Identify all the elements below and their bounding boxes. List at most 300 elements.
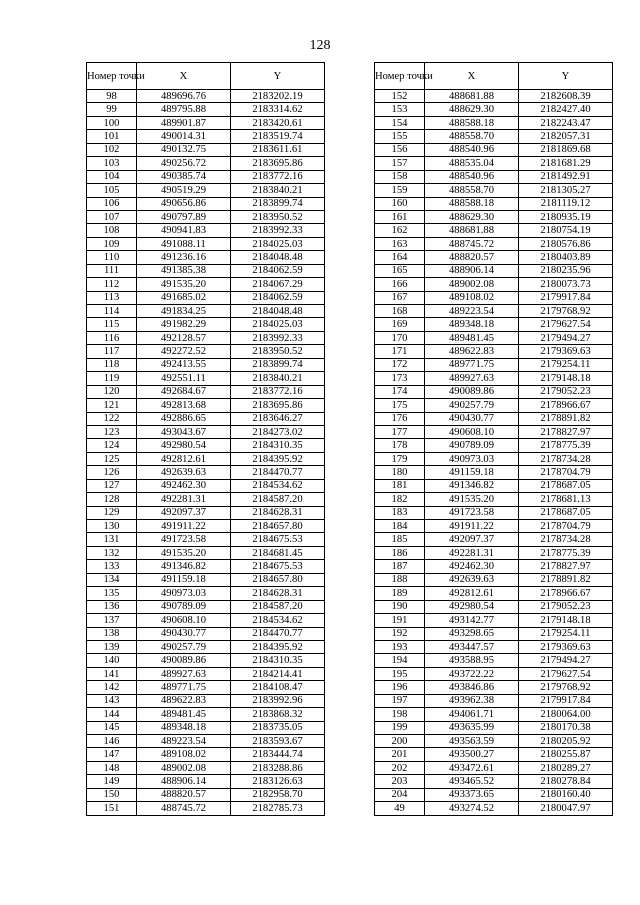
table-row: [87, 560, 325, 573]
point-number-cell: 172: [375, 358, 425, 371]
table-row: [375, 90, 613, 103]
table-row: [375, 103, 613, 116]
y-cell: 2183899.74: [231, 197, 325, 210]
y-cell: 2180403.89: [519, 251, 613, 264]
table-row: [375, 573, 613, 586]
y-cell: 2178891.82: [519, 573, 613, 586]
point-number-cell: 183: [375, 506, 425, 519]
x-cell: 490385.74: [137, 170, 231, 183]
y-cell: 2183288.86: [231, 761, 325, 774]
y-cell: 2183950.52: [231, 210, 325, 223]
y-header: Y: [231, 63, 325, 90]
point-number-cell: 116: [87, 331, 137, 344]
y-cell: 2182427.40: [519, 103, 613, 116]
point-number-cell: 146: [87, 735, 137, 748]
point-number-cell: 168: [375, 305, 425, 318]
x-cell: 490256.72: [137, 157, 231, 170]
point-number-cell: 124: [87, 439, 137, 452]
table-row: [87, 224, 325, 237]
y-cell: 2180255.87: [519, 748, 613, 761]
coordinates-table-left: [86, 62, 325, 816]
y-cell: 2178681.13: [519, 493, 613, 506]
y-cell: 2184214.41: [231, 667, 325, 680]
point-number-cell: 140: [87, 654, 137, 667]
y-cell: 2184395.92: [231, 452, 325, 465]
table-row: [87, 170, 325, 183]
table-row: [375, 345, 613, 358]
y-cell: 2180754.19: [519, 224, 613, 237]
y-cell: 2184395.92: [231, 640, 325, 653]
x-cell: 492462.30: [137, 479, 231, 492]
table-row: [87, 627, 325, 640]
point-number-cell: 159: [375, 184, 425, 197]
point-number-cell: 106: [87, 197, 137, 210]
table-header-row: [375, 63, 613, 90]
table-row: [87, 735, 325, 748]
point-number-cell: 161: [375, 210, 425, 223]
y-cell: 2182057.31: [519, 130, 613, 143]
y-header: Y: [519, 63, 613, 90]
point-number-cell: 100: [87, 116, 137, 129]
y-cell: 2179627.54: [519, 318, 613, 331]
x-cell: 493373.65: [425, 788, 519, 801]
point-number-cell: 98: [87, 90, 137, 103]
point-number-cell: 141: [87, 667, 137, 680]
x-cell: 488681.88: [425, 90, 519, 103]
x-cell: 491911.22: [137, 520, 231, 533]
y-cell: 2179917.84: [519, 291, 613, 304]
y-cell: 2178687.05: [519, 506, 613, 519]
table-row: [375, 170, 613, 183]
x-cell: 489771.75: [137, 681, 231, 694]
y-cell: 2179768.92: [519, 305, 613, 318]
table-row: [375, 143, 613, 156]
point-number-cell: 196: [375, 681, 425, 694]
x-cell: 489795.88: [137, 103, 231, 116]
x-cell: 489348.18: [425, 318, 519, 331]
x-cell: 493447.57: [425, 640, 519, 653]
point-number-cell: 104: [87, 170, 137, 183]
y-cell: 2178687.05: [519, 479, 613, 492]
x-cell: 492684.67: [137, 385, 231, 398]
table-row: [87, 412, 325, 425]
table-row: [87, 573, 325, 586]
table-row: [87, 681, 325, 694]
y-cell: 2184675.53: [231, 533, 325, 546]
table-row: [87, 103, 325, 116]
table-row: [87, 345, 325, 358]
point-number-cell: 200: [375, 735, 425, 748]
table-row: [87, 640, 325, 653]
y-cell: 2179052.23: [519, 385, 613, 398]
table-row: [87, 372, 325, 385]
x-cell: 493274.52: [425, 802, 519, 815]
x-cell: 489002.08: [425, 278, 519, 291]
y-cell: 2179369.63: [519, 345, 613, 358]
table-row: [375, 210, 613, 223]
x-cell: 493635.99: [425, 721, 519, 734]
y-cell: 2183992.96: [231, 694, 325, 707]
x-cell: 491911.22: [425, 520, 519, 533]
table-row: [87, 130, 325, 143]
y-cell: 2180064.00: [519, 708, 613, 721]
y-cell: 2184067.29: [231, 278, 325, 291]
table-row: [87, 546, 325, 559]
point-number-cell: 182: [375, 493, 425, 506]
y-cell: 2183899.74: [231, 358, 325, 371]
x-cell: 490608.10: [425, 425, 519, 438]
x-cell: 491834.25: [137, 305, 231, 318]
table-row: [375, 506, 613, 519]
y-cell: 2184657.80: [231, 573, 325, 586]
table-row: [87, 533, 325, 546]
table-row: [87, 143, 325, 156]
x-cell: 491236.16: [137, 251, 231, 264]
table-row: [375, 237, 613, 250]
point-number-cell: 187: [375, 560, 425, 573]
x-cell: 491535.20: [137, 546, 231, 559]
point-number-cell: 128: [87, 493, 137, 506]
x-cell: 491385.38: [137, 264, 231, 277]
point-number-cell: 174: [375, 385, 425, 398]
table-row: [375, 560, 613, 573]
y-cell: 2184108.47: [231, 681, 325, 694]
x-cell: 493142.77: [425, 614, 519, 627]
x-cell: 488681.88: [425, 224, 519, 237]
y-cell: 2184025.03: [231, 237, 325, 250]
y-cell: 2178734.28: [519, 452, 613, 465]
point-number-cell: 114: [87, 305, 137, 318]
x-cell: 493588.95: [425, 654, 519, 667]
y-cell: 2180235.96: [519, 264, 613, 277]
x-cell: 488558.70: [425, 130, 519, 143]
table-row: [375, 533, 613, 546]
y-cell: 2178966.67: [519, 399, 613, 412]
table-row: [375, 278, 613, 291]
table-row: [375, 627, 613, 640]
table-row: [375, 224, 613, 237]
point-number-cell: 192: [375, 627, 425, 640]
x-cell: 490656.86: [137, 197, 231, 210]
table-row: [375, 802, 613, 815]
point-number-cell: 152: [375, 90, 425, 103]
table-row: [375, 721, 613, 734]
table-row: [375, 305, 613, 318]
point-number-cell: 112: [87, 278, 137, 291]
point-number-cell: 107: [87, 210, 137, 223]
y-cell: 2183840.21: [231, 184, 325, 197]
x-cell: 488820.57: [137, 788, 231, 801]
point-number-cell: 153: [375, 103, 425, 116]
y-cell: 2183950.52: [231, 345, 325, 358]
table-row: [375, 761, 613, 774]
x-cell: 489622.83: [425, 345, 519, 358]
point-number-cell: 149: [87, 775, 137, 788]
x-cell: 493563.59: [425, 735, 519, 748]
y-cell: 2183992.33: [231, 224, 325, 237]
x-cell: 493465.52: [425, 775, 519, 788]
y-cell: 2178891.82: [519, 412, 613, 425]
point-number-cell: 167: [375, 291, 425, 304]
point-number-cell: 195: [375, 667, 425, 680]
point-number-cell: 190: [375, 600, 425, 613]
point-number-cell: 176: [375, 412, 425, 425]
point-number-cell: 188: [375, 573, 425, 586]
x-cell: 489901.87: [137, 116, 231, 129]
point-number-cell: 162: [375, 224, 425, 237]
table-row: [375, 385, 613, 398]
y-cell: 2183646.27: [231, 412, 325, 425]
x-cell: 493043.67: [137, 425, 231, 438]
table-row: [87, 788, 325, 801]
table-row: [375, 667, 613, 680]
x-cell: 491159.18: [137, 573, 231, 586]
table-row: [375, 520, 613, 533]
table-row: [87, 667, 325, 680]
y-cell: 2183314.62: [231, 103, 325, 116]
table-row: [375, 708, 613, 721]
table-row: [375, 466, 613, 479]
y-cell: 2183992.33: [231, 331, 325, 344]
point-number-cell: 142: [87, 681, 137, 694]
x-cell: 491723.58: [425, 506, 519, 519]
coordinates-body-right: [375, 90, 613, 816]
x-cell: 490973.03: [425, 452, 519, 465]
table-row: [87, 479, 325, 492]
x-cell: 493962.38: [425, 694, 519, 707]
x-cell: 491723.58: [137, 533, 231, 546]
table-row: [87, 721, 325, 734]
y-cell: 2183420.61: [231, 116, 325, 129]
x-cell: 493472.61: [425, 761, 519, 774]
table-row: [87, 452, 325, 465]
table-row: [375, 291, 613, 304]
y-cell: 2179052.23: [519, 600, 613, 613]
y-cell: 2179254.11: [519, 358, 613, 371]
table-row: [375, 788, 613, 801]
table-row: [375, 116, 613, 129]
table-row: [375, 399, 613, 412]
y-cell: 2179148.18: [519, 372, 613, 385]
y-cell: 2184470.77: [231, 466, 325, 479]
point-number-cell: 181: [375, 479, 425, 492]
y-cell: 2183840.21: [231, 372, 325, 385]
point-number-cell: 119: [87, 372, 137, 385]
x-cell: 490089.86: [137, 654, 231, 667]
table-row: [375, 372, 613, 385]
x-cell: 493500.27: [425, 748, 519, 761]
point-number-cell: 144: [87, 708, 137, 721]
point-number-cell: 118: [87, 358, 137, 371]
x-cell: 488540.96: [425, 143, 519, 156]
x-cell: 491088.11: [137, 237, 231, 250]
table-row: [375, 654, 613, 667]
x-cell: 489481.45: [425, 331, 519, 344]
table-row: [87, 305, 325, 318]
x-cell: 490519.29: [137, 184, 231, 197]
y-cell: 2179148.18: [519, 614, 613, 627]
y-cell: 2183695.86: [231, 157, 325, 170]
point-number-cell: 139: [87, 640, 137, 653]
y-cell: 2183611.61: [231, 143, 325, 156]
x-cell: 488588.18: [425, 197, 519, 210]
x-cell: 493722.22: [425, 667, 519, 680]
x-cell: 490014.31: [137, 130, 231, 143]
table-row: [375, 640, 613, 653]
table-row: [87, 184, 325, 197]
y-cell: 2182243.47: [519, 116, 613, 129]
table-row: [87, 654, 325, 667]
x-cell: 490132.75: [137, 143, 231, 156]
point-number-cell: 185: [375, 533, 425, 546]
table-row: [375, 425, 613, 438]
x-cell: 492812.61: [425, 587, 519, 600]
table-header-row: [87, 63, 325, 90]
x-cell: 490089.86: [425, 385, 519, 398]
x-cell: 488540.96: [425, 170, 519, 183]
table-row: [87, 761, 325, 774]
table-row: [87, 439, 325, 452]
x-cell: 488629.30: [425, 103, 519, 116]
table-row: [87, 237, 325, 250]
y-cell: 2182958.70: [231, 788, 325, 801]
x-cell: 492639.63: [425, 573, 519, 586]
point-number-cell: 186: [375, 546, 425, 559]
point-number-cell: 101: [87, 130, 137, 143]
point-number-cell: 158: [375, 170, 425, 183]
x-cell: 489223.54: [425, 305, 519, 318]
y-cell: 2184675.53: [231, 560, 325, 573]
page-number: 128: [309, 38, 331, 53]
x-cell: 491159.18: [425, 466, 519, 479]
x-cell: 488629.30: [425, 210, 519, 223]
point-number-cell: 203: [375, 775, 425, 788]
x-cell: 492639.63: [137, 466, 231, 479]
point-number-cell: 126: [87, 466, 137, 479]
y-cell: 2180073.73: [519, 278, 613, 291]
table-row: [375, 681, 613, 694]
point-number-cell: 135: [87, 587, 137, 600]
table-row: [375, 318, 613, 331]
table-row: [87, 506, 325, 519]
x-cell: 489481.45: [137, 708, 231, 721]
x-cell: 492272.52: [137, 345, 231, 358]
y-cell: 2178734.28: [519, 533, 613, 546]
point-number-cell: 150: [87, 788, 137, 801]
y-cell: 2179917.84: [519, 694, 613, 707]
table-row: [375, 493, 613, 506]
y-cell: 2178775.39: [519, 546, 613, 559]
table-row: [87, 116, 325, 129]
point-number-cell: 201: [375, 748, 425, 761]
x-cell: 488745.72: [425, 237, 519, 250]
table-row: [87, 493, 325, 506]
y-cell: 2180205.92: [519, 735, 613, 748]
point-number-cell: 108: [87, 224, 137, 237]
point-number-cell: 151: [87, 802, 137, 815]
y-cell: 2183868.32: [231, 708, 325, 721]
point-number-cell: 163: [375, 237, 425, 250]
y-cell: 2179369.63: [519, 640, 613, 653]
table-row: [375, 587, 613, 600]
y-cell: 2183202.19: [231, 90, 325, 103]
table-row: [375, 748, 613, 761]
y-cell: 2181305.27: [519, 184, 613, 197]
point-number-cell: 178: [375, 439, 425, 452]
y-cell: 2183772.16: [231, 385, 325, 398]
table-row: [87, 587, 325, 600]
point-number-cell: 125: [87, 452, 137, 465]
x-cell: 488906.14: [425, 264, 519, 277]
y-cell: 2184048.48: [231, 305, 325, 318]
table-row: [375, 130, 613, 143]
y-cell: 2178966.67: [519, 587, 613, 600]
x-cell: 492281.31: [425, 546, 519, 559]
point-number-cell: 145: [87, 721, 137, 734]
point-number-cell: 156: [375, 143, 425, 156]
point-number-cell: 147: [87, 748, 137, 761]
y-cell: 2184681.45: [231, 546, 325, 559]
y-cell: 2181119.12: [519, 197, 613, 210]
point-number-cell: 148: [87, 761, 137, 774]
y-cell: 2181869.68: [519, 143, 613, 156]
table-row: [87, 251, 325, 264]
y-cell: 2184310.35: [231, 439, 325, 452]
table-row: [375, 197, 613, 210]
table-row: [87, 802, 325, 815]
table-row: [375, 614, 613, 627]
x-cell: 490789.09: [137, 600, 231, 613]
table-row: [87, 278, 325, 291]
y-cell: 2183126.63: [231, 775, 325, 788]
y-cell: 2184587.20: [231, 600, 325, 613]
point-number-cell: 113: [87, 291, 137, 304]
table-row: [87, 694, 325, 707]
table-row: [87, 264, 325, 277]
table-row: [375, 264, 613, 277]
x-header: X: [137, 63, 231, 90]
point-number-cell: 173: [375, 372, 425, 385]
table-row: [87, 157, 325, 170]
table-row: [87, 90, 325, 103]
point-number-cell: 138: [87, 627, 137, 640]
y-cell: 2178775.39: [519, 439, 613, 452]
y-cell: 2184587.20: [231, 493, 325, 506]
x-cell: 488588.18: [425, 116, 519, 129]
y-cell: 2183772.16: [231, 170, 325, 183]
x-cell: 493298.65: [425, 627, 519, 640]
x-cell: 492281.31: [137, 493, 231, 506]
y-cell: 2184628.31: [231, 587, 325, 600]
table-row: [375, 412, 613, 425]
y-cell: 2180278.84: [519, 775, 613, 788]
point-number-cell: 155: [375, 130, 425, 143]
x-cell: 490257.79: [425, 399, 519, 412]
point-number-cell: 169: [375, 318, 425, 331]
point-number-cell: 115: [87, 318, 137, 331]
x-cell: 490430.77: [425, 412, 519, 425]
y-cell: 2178827.97: [519, 425, 613, 438]
point-number-cell: 154: [375, 116, 425, 129]
point-number-cell: 121: [87, 399, 137, 412]
point-number-cell: 99: [87, 103, 137, 116]
x-cell: 488745.72: [137, 802, 231, 815]
point-number-cell: 131: [87, 533, 137, 546]
x-cell: 491535.20: [425, 493, 519, 506]
y-cell: 2178704.79: [519, 520, 613, 533]
point-number-cell: 123: [87, 425, 137, 438]
y-cell: 2178704.79: [519, 466, 613, 479]
